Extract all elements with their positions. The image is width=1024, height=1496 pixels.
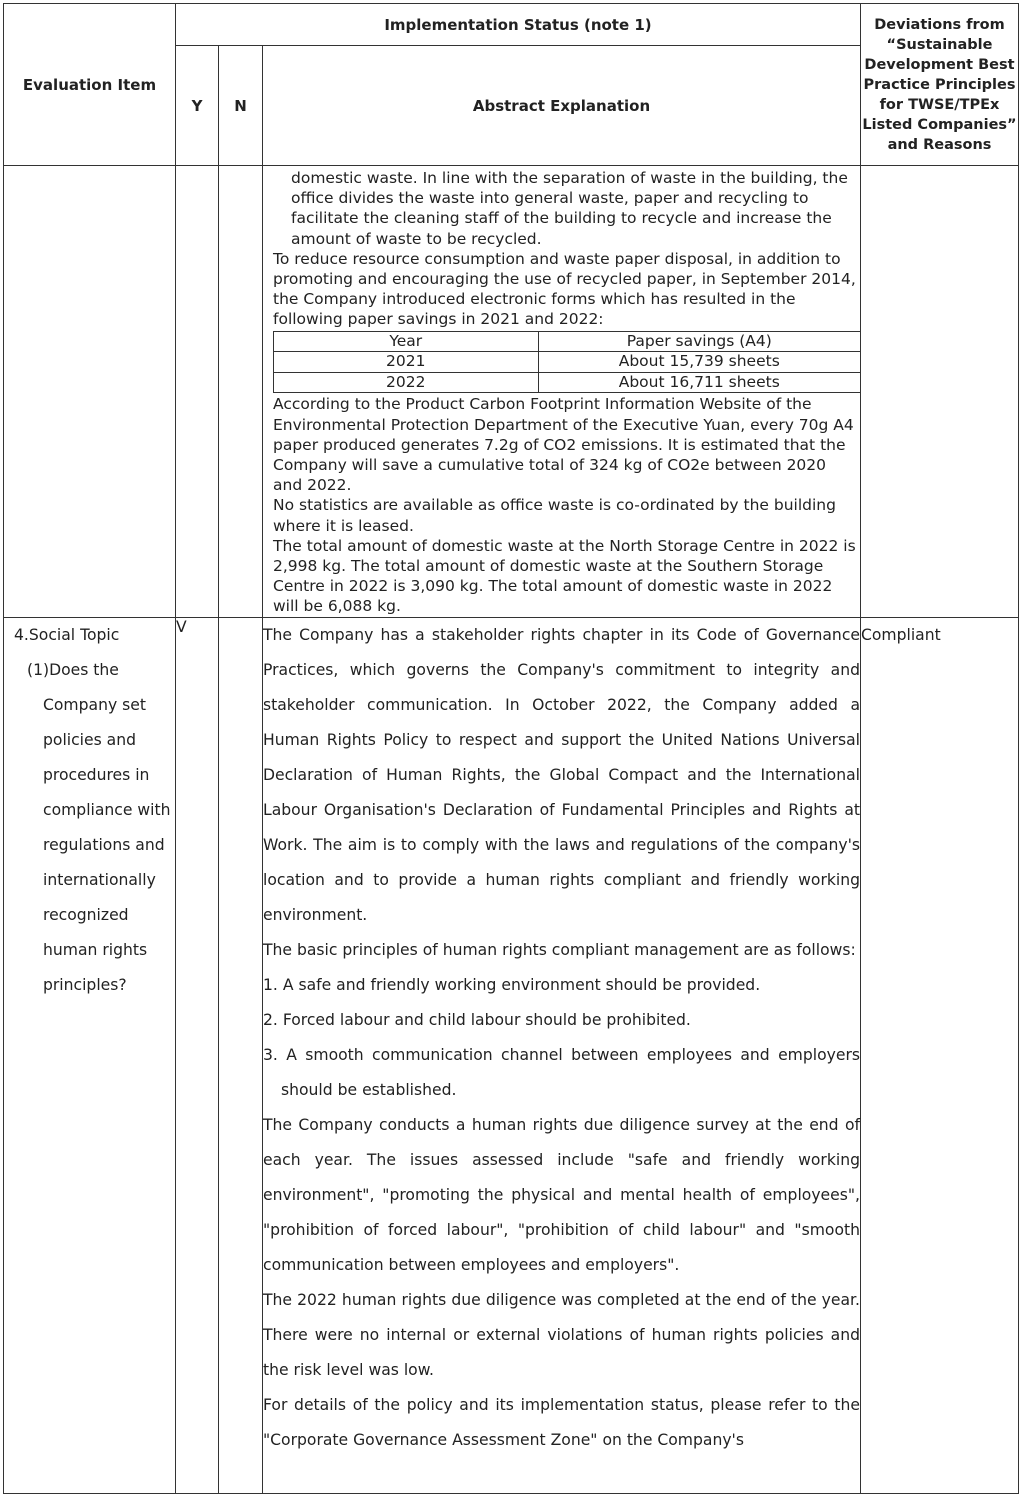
social-evaluation-cell [4,617,176,1493]
paper-table-header-row [274,331,861,352]
waste-para-3: According to the Product Carbon Footprint Information Website of the Environmental Protection Department of the Executive Yuan, every 70g A4 paper produced generates 7.2g of CO2 emissions. It is estimated that the Company will save a cumulative total of 324 kg of CO2e between 2020 and 2022. [273,395,854,495]
waste-deviation-cell [861,166,1019,618]
paper-header-year: Year [274,331,539,352]
waste-para-1: domestic waste. In line with the separation of waste in the building, the office divides the waste into general waste, paper and recycling to facilitate the cleaning staff of the building to recycle and increase the amount of waste to be recycled. [291,169,848,248]
social-para-5: For details of the policy and its implementation status, please refer to the "Corporate Governance Assessment Zone" on the Company's [263,1395,860,1449]
header-implementation-status: Implementation Status (note 1) [176,4,861,46]
question-line: compliance with [43,800,171,819]
question-line: procedures in [43,765,150,784]
waste-para-5: The total amount of domestic waste at the North Storage Centre in 2022 is 2,998 kg. The total amount of domestic waste at the Southern Storage Centre in 2022 is 3,090 kg. The total amount of domestic waste in 2022 will be 6,088 kg. [273,536,856,616]
waste-evaluation-cell [4,166,176,618]
header-n: N [219,46,263,166]
question-line: internationally [43,870,156,889]
table-row [274,352,861,373]
question-line: principles? [43,975,127,994]
waste-row [4,166,1019,618]
header-evaluation-item: Evaluation Item [4,4,176,166]
header-abstract-explanation: Abstract Explanation [263,46,861,166]
question-line: recognized [43,905,129,924]
waste-n-cell [219,166,263,618]
waste-para-4: No statistics are available as office waste is co-ordinated by the building where it is leased. [273,496,836,535]
evaluation-table [3,3,1019,1494]
paper-year-cell: 2022 [274,372,539,393]
waste-para-2: To reduce resource consumption and waste paper disposal, in addition to promoting and encouraging the use of recycled paper, in September 2014, the Company introduced electronic forms which has resulted in the following paper savings in 2021 and 2022: [273,249,856,329]
waste-explanation-cell [263,166,861,618]
paper-savings-table [273,331,861,394]
waste-y-cell [176,166,219,618]
social-deviation-cell: Compliant [861,617,1019,1493]
question-line: regulations and [43,835,165,854]
principle-item: 2. Forced labour and child labour should be prohibited. [263,1010,691,1029]
question-line: human rights [43,940,148,959]
paper-savings-cell: About 15,739 sheets [538,352,860,373]
principle-item: 1. A safe and friendly working environment should be provided. [263,975,761,994]
social-n-cell [219,617,263,1493]
social-para-3: The Company conducts a human rights due diligence survey at the end of each year. The issues assessed include "safe and friendly working environment", "promoting the physical and mental health of employees", "prohibition of forced labour", "prohibition of child labour" and "smooth communication between employees and employers". [263,1115,860,1274]
paper-savings-cell: About 16,711 sheets [538,372,860,393]
table-row [274,372,861,393]
social-para-4: The 2022 human rights due diligence was completed at the end of the year. There were no internal or external violations of human rights policies and the risk level was low. [263,1290,860,1379]
question-line: policies and [43,730,137,749]
paper-header-savings: Paper savings (A4) [538,331,860,352]
principle-item: 3. A smooth communication channel between employees and employers should be established. [263,1045,860,1099]
question-line: (1)Does the [27,660,119,679]
header-y: Y [176,46,219,166]
social-para-2: The basic principles of human rights compliant management are as follows: [263,940,856,959]
paper-year-cell: 2021 [274,352,539,373]
social-row [4,617,1019,1493]
social-para-1: The Company has a stakeholder rights chapter in its Code of Governance Practices, which governs the Company's commitment to integrity and stakeholder communication. In October 2022, the Company added a Human Rights Policy to respect and support the United Nations Universal Declaration of Human Rights, the Global Compact and the International Labour Organisation's Declaration of Fundamental Principles and Rights at Work. The aim is to comply with the laws and regulations of the company's location and to provide a human rights compliant and friendly working environment. [263,625,860,924]
social-y-cell: V [176,617,219,1493]
social-topic-title: 4.Social Topic [14,625,120,644]
social-explanation-cell [263,617,861,1493]
header-deviations: Deviations from “Sustainable Development Best Practice Principles for TWSE/TPEx Listed Companies” and Reasons [861,4,1019,166]
question-line: Company set [43,695,146,714]
